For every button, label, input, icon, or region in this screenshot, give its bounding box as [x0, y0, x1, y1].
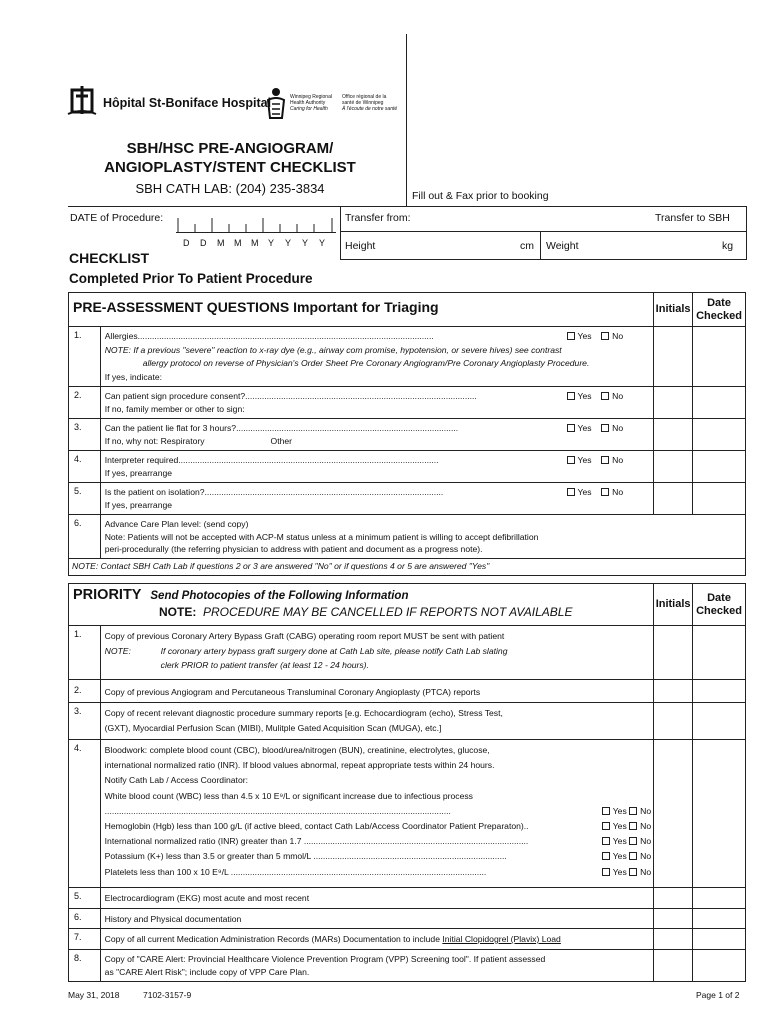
priority-table: PRIORITY Send Photocopies of the Following Information NOTE: PROCEDURE MAY BE CANCELLED IF REPORTS NOT AVAILABLE Initials Date Checked 1. Copy of previous Coronary Artery Bypass Graft (CABG) operating room report MUST be sent with patient NOTE: If coronary artery bypass graft surgery done at Cath Lab site, please notify Cath Lab slating clerk PRIOR to patient transfer (at least 12 - 24 hours). 2. Copy of previous Angiogram and Percutaneous Transluminal Coronary Angioplasty (PTCA) reports 3. Copy of recent relevant diagnostic procedure summary reports [e.g. Echocardiogram (echo), Stress Test, (GXT), Myocardial Perfusion Scan (MIBI), Mulitple Gated Acquisition Scan (MUGA), etc.] 4. Bloodwork: complete blood count (CBC), blood/urea/nitrogen (BUN), creatinine, electrolytes, glucose, international normalized ratio (INR). If blood values abnormal, repeat appropriate tests within 24 hours. Notify Cath Lab / Access Coordinator: White blood count (WBC) less than 4.5 x 10 E⁹/L or significant increase due to infectious process ................................................................................................................................................. Yes No Hemoglobin (Hgb) less than 100 g/L (if active bleed, contact Cath Lab/Access Coordinator Patient Preparaton).. Yes No International normalized ratio (INR) greater than 1.7 .............................................................................................. Yes No Potassium (K+) less than 3.5 or greater than 5 mmol/L ................................................................................. Yes No Platelets less than 100 x 10 E⁹/L ........................................................................................................... Yes No 5. Electrocardiogram (EKG) most acute and most recent 6. History and Physical documentation 7. Copy of all current Medication Administration Records (MARs) Documentation to include Initial Clopidogrel (Plavix) Load 8. Copy of "CARE Alert: Provincial Healthcare Violence Prevention Program (VPP) Screening tool". If patient assessed as "CARE Alert Risk"; include copy of VPP Care Plan. — [68, 583, 746, 982]
hospital-name: Hôpital St-Boniface Hospital — [103, 96, 272, 110]
initials-cell[interactable] — [654, 949, 693, 981]
wrha-english: Winnipeg Regional Health Authority Caring for Health — [290, 94, 332, 112]
date-of-procedure-field[interactable] — [176, 212, 336, 233]
no-checkbox[interactable] — [629, 852, 637, 860]
footer-form-number: 7102-3157-9 — [143, 990, 192, 1000]
no-checkbox[interactable] — [601, 456, 609, 464]
yes-checkbox[interactable] — [567, 332, 575, 340]
preassessment-footnote: NOTE: Contact SBH Cath Lab if questions 2 or 3 are answered "No" or if questions 4 or 5 are answered "Yes" — [69, 558, 746, 575]
initials-cell[interactable] — [654, 929, 693, 950]
form-title-line2: ANGIOPLASTY/STENT CHECKLIST — [104, 159, 356, 176]
table-row: 2. Can patient sign procedure consent?................................................................................................. Yes No If no, family member or other to sign: — [69, 387, 746, 419]
date-checked-cell[interactable] — [693, 483, 746, 515]
yes-checkbox[interactable] — [567, 424, 575, 432]
fax-note: Fill out & Fax prior to booking — [412, 190, 549, 202]
clopidogrel-link: Initial Clopidogrel (Plavix) Load — [442, 934, 561, 944]
weight-field[interactable]: Weight — [546, 240, 579, 252]
checklist-title: CHECKLIST — [69, 250, 150, 266]
initials-cell[interactable] — [654, 327, 693, 387]
table-row: 8. Copy of "CARE Alert: Provincial Healthcare Violence Prevention Program (VPP) Screening tool". If patient assessed as "CARE Alert Risk"; include copy of VPP Care Plan. — [69, 949, 746, 981]
date-checked-cell[interactable] — [693, 451, 746, 483]
initials-cell[interactable] — [654, 419, 693, 451]
initials-cell[interactable] — [654, 483, 693, 515]
date-checked-cell[interactable] — [693, 929, 746, 950]
table-row: 3. Can the patient lie flat for 3 hours?............................................................................................. Yes No If no, why not: Respiratory Other — [69, 419, 746, 451]
transfer-to-label: Transfer to SBH — [655, 212, 730, 224]
table-row: 1. Allergies............................................................................................................................ Yes No NOTE: If a previous "severe" reaction to x-ray dye (e.g., airway com promise, hypotension, or severe hives) see contrast allergy protocol on reverse of Physician's Order Sheet Pre Coronary Angiogram/Pre Coronary Angioplasty Procedure. If yes, indicate: — [69, 327, 746, 387]
transfer-from-field[interactable]: Transfer from: — [345, 212, 411, 224]
date-format-legend: D D M M M Y Y Y Y — [183, 238, 326, 248]
date-checked-cell[interactable] — [693, 888, 746, 909]
no-checkbox[interactable] — [629, 868, 637, 876]
date-checked-cell[interactable] — [693, 703, 746, 740]
table-row: 3. Copy of recent relevant diagnostic procedure summary reports [e.g. Echocardiogram (echo), Stress Test, (GXT), Myocardial Perfusion Scan (MIBI), Mulitple Gated Acquisition Scan (MUGA), etc.] — [69, 703, 746, 740]
cath-lab-phone: SBH CATH LAB: (204) 235-3834 — [135, 181, 325, 196]
initials-cell[interactable] — [654, 680, 693, 703]
table-row: 6. History and Physical documentation — [69, 908, 746, 929]
form-title-line1: SBH/HSC PRE-ANGIOGRAM/ — [126, 140, 334, 157]
yes-checkbox[interactable] — [602, 822, 610, 830]
initials-header: Initials — [654, 293, 693, 327]
no-checkbox[interactable] — [601, 392, 609, 400]
initials-cell[interactable] — [654, 888, 693, 909]
footer-page-number: Page 1 of 2 — [696, 990, 740, 1000]
table-row: 7. Copy of all current Medication Administration Records (MARs) Documentation to include Initial Clopidogrel (Plavix) Load — [69, 929, 746, 950]
yes-checkbox[interactable] — [567, 456, 575, 464]
yes-checkbox[interactable] — [567, 488, 575, 496]
preassessment-header: PRE-ASSESSMENT QUESTIONS Important for Triaging — [69, 293, 654, 327]
table-row: 4. Interpreter required............................................................................................................. Yes No If yes, prearrange — [69, 451, 746, 483]
date-checked-cell[interactable] — [693, 680, 746, 703]
initials-cell[interactable] — [654, 740, 693, 888]
wrha-french: Office régional de la santé de Winnipeg À l'écoute de notre santé — [342, 94, 398, 112]
table-row: 5. Is the patient on isolation?.................................................................................................... Yes No If yes, prearrange — [69, 483, 746, 515]
date-of-procedure-label: DATE of Procedure: — [70, 212, 164, 224]
footer-date: May 31, 2018 — [68, 990, 120, 1000]
date-checked-cell[interactable] — [693, 626, 746, 680]
no-checkbox[interactable] — [601, 488, 609, 496]
date-checked-cell[interactable] — [693, 949, 746, 981]
date-checked-cell[interactable] — [693, 327, 746, 387]
yes-checkbox[interactable] — [602, 868, 610, 876]
no-checkbox[interactable] — [629, 807, 637, 815]
yes-checkbox[interactable] — [602, 837, 610, 845]
initials-cell[interactable] — [654, 626, 693, 680]
yes-checkbox[interactable] — [567, 392, 575, 400]
date-checked-cell[interactable] — [693, 740, 746, 888]
date-checked-cell[interactable] — [693, 908, 746, 929]
date-checked-cell[interactable] — [693, 387, 746, 419]
table-row: 4. Bloodwork: complete blood count (CBC), blood/urea/nitrogen (BUN), creatinine, electrolytes, glucose, international normalized ratio (INR). If blood values abnormal, repeat appropriate tests within 24 hours. Notify Cath Lab / Access Coordinator: White blood count (WBC) less than 4.5 x 10 E⁹/L or significant increase due to infectious process ................................................................................................................................................. Yes No Hemoglobin (Hgb) less than 100 g/L (if active bleed, contact Cath Lab/Access Coordinator Patient Preparaton).. Yes No International normalized ratio (INR) greater than 1.7 .............................................................................................. Yes No Potassium (K+) less than 3.5 or greater than 5 mmol/L ................................................................................. Yes No Platelets less than 100 x 10 E⁹/L ........................................................................................................... Yes No — [69, 740, 746, 888]
no-checkbox[interactable] — [629, 837, 637, 845]
cancel-warning: PROCEDURE MAY BE CANCELLED IF REPORTS NOT AVAILABLE — [203, 605, 573, 619]
initials-cell[interactable] — [654, 703, 693, 740]
initials-cell[interactable] — [654, 387, 693, 419]
table-row: 5. Electrocardiogram (EKG) most acute and most recent — [69, 888, 746, 909]
height-unit: cm — [520, 240, 534, 252]
wrha-logo — [264, 86, 288, 125]
question-allergies: Allergies — [104, 331, 138, 341]
priority-title: PRIORITY — [73, 587, 142, 603]
hospital-logo — [66, 84, 98, 123]
checklist-subtitle: Completed Prior To Patient Procedure — [69, 271, 313, 286]
no-checkbox[interactable] — [601, 424, 609, 432]
no-checkbox[interactable] — [601, 332, 609, 340]
table-row: 1. Copy of previous Coronary Artery Bypass Graft (CABG) operating room report MUST be sent with patient NOTE: If coronary artery bypass graft surgery done at Cath Lab site, please notify Cath Lab slating clerk PRIOR to patient transfer (at least 12 - 24 hours). — [69, 626, 746, 680]
date-checked-cell[interactable] — [693, 419, 746, 451]
yes-checkbox[interactable] — [602, 852, 610, 860]
yes-checkbox[interactable] — [602, 807, 610, 815]
initials-cell[interactable] — [654, 908, 693, 929]
weight-unit: kg — [722, 240, 734, 252]
preassessment-table — [68, 292, 746, 576]
initials-cell[interactable] — [654, 451, 693, 483]
table-row: 6. Advance Care Plan level: (send copy) Note: Patients will not be accepted with ACP-M status unless at a minimum patient is willing to accept defibrillation peri-procedurally (the referring physician to address with patient and document as a progress note). — [69, 515, 746, 559]
table-row: 2. Copy of previous Angiogram and Percutaneous Transluminal Coronary Angioplasty (PTCA) reports — [69, 680, 746, 703]
date-checked-header: Date Checked — [693, 293, 746, 327]
height-field[interactable]: Height — [345, 240, 376, 252]
no-checkbox[interactable] — [629, 822, 637, 830]
